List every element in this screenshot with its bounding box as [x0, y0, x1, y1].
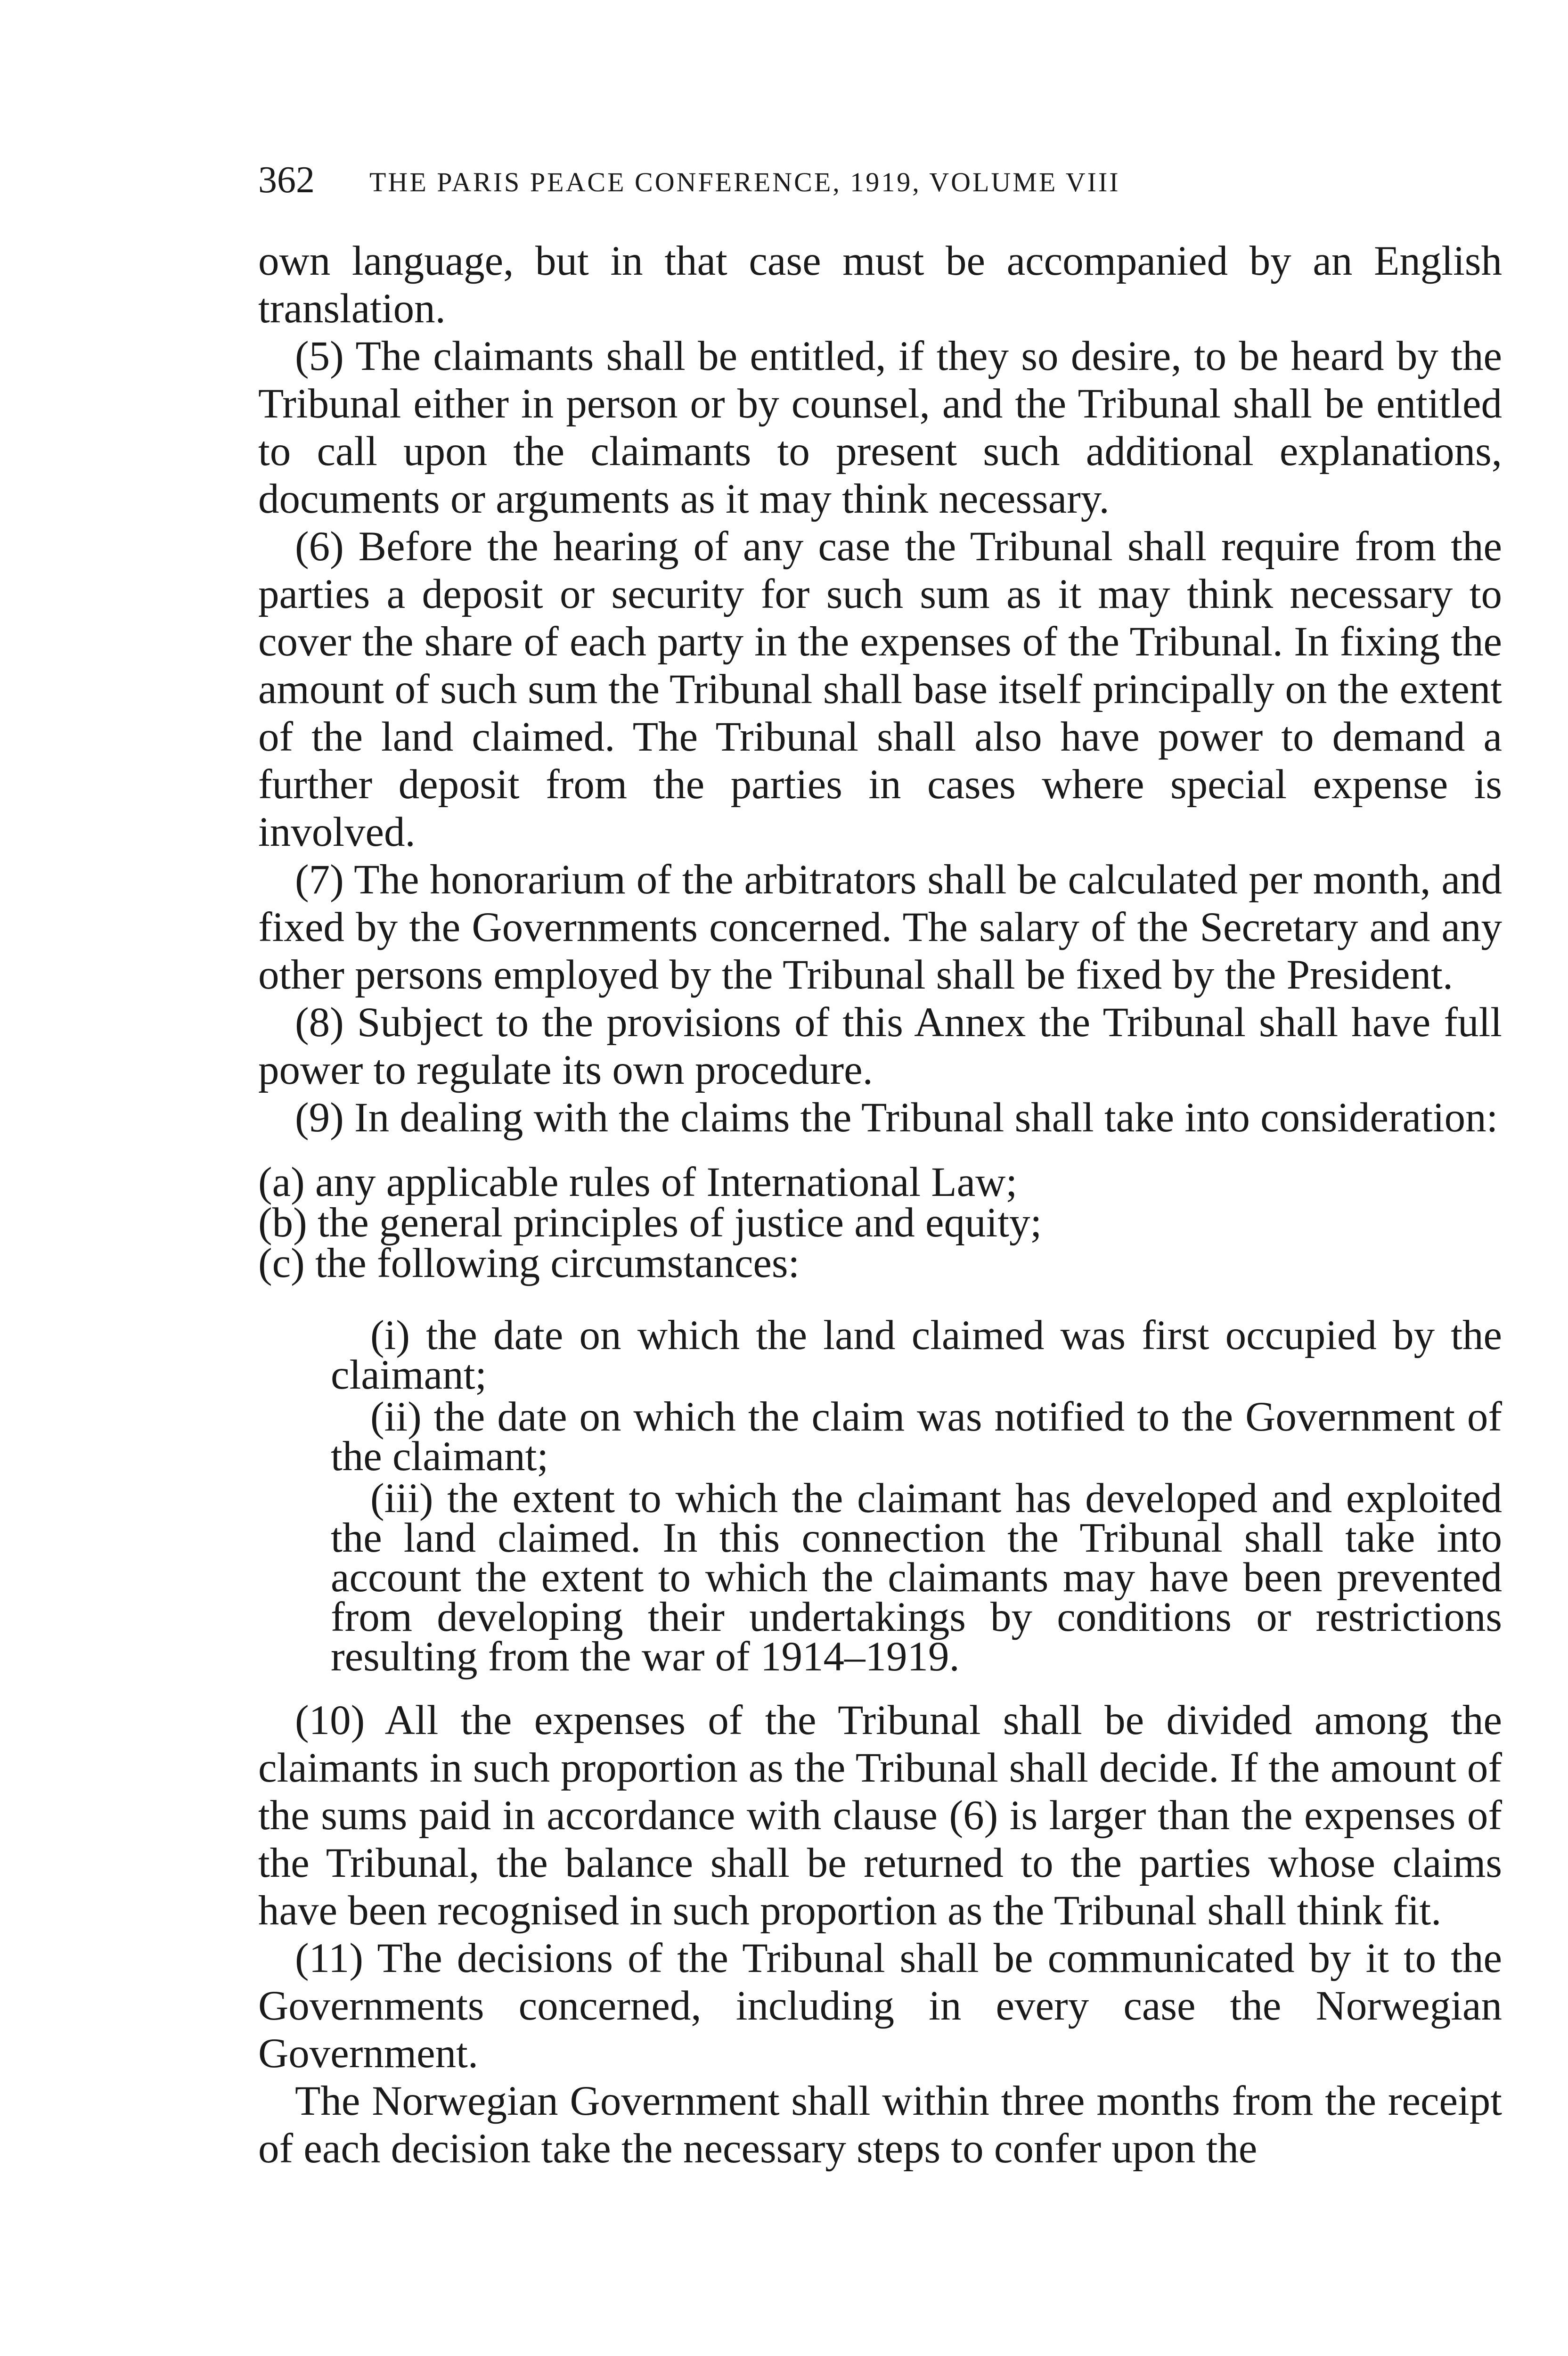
paragraph-final: The Norwegian Government shall within three months from the receipt of each decision take the necessary steps to confer upon the [258, 2078, 1502, 2172]
circumstance-item [331, 1475, 1502, 1680]
paragraph-10: (10) All the expenses of the Tribunal shall be divided among the claimants in such proportion as the Tribunal shall decide. If the amount of the sums paid in accordance with clause (6) is larger than the expenses of the Tribunal, the balance shall be returned to the parties whose claims have been recognised in such proportion as the Tribunal shall think fit. [258, 1697, 1502, 1934]
circumstances-list [331, 1312, 1503, 1680]
consideration-item [258, 1159, 1502, 1205]
considerations-list [258, 1159, 1502, 1286]
paragraph-5: (5) The claimants shall be entitled, if they so desire, to be heard by the Tribunal either in person or by counsel, and the Tribunal shall be entitled to call upon the claimants to present such additional explanations, documents or arguments as it may think necessary. [258, 333, 1502, 522]
paragraph-11: (11) The decisions of the Tribunal shall be communicated by it to the Governments concerned, including in every case the Norwegian Government. [258, 1935, 1502, 2077]
running-head: THE PARIS PEACE CONFERENCE, 1919, VOLUME VIII [369, 167, 1120, 197]
item-text: any applicable rules of International Law; [315, 1159, 1018, 1205]
item-marker: (c) [258, 1240, 305, 1286]
paragraph-9: (9) In dealing with the claims the Tribunal shall take into consideration: [295, 1095, 1498, 1141]
item-text: the general principles of justice and equity; [318, 1200, 1042, 1246]
item-text: the extent to which the claimant has developed and exploited the land claimed. In this connection the Tribunal shall take into account the extent to which the claimants may have been prevented from developing their undertakings by conditions or restrictions resulting from the war of 1914–1919. [331, 1475, 1502, 1680]
item-marker: (i) [370, 1312, 410, 1358]
item-marker: (ii) [370, 1394, 422, 1440]
item-text: the following circumstances: [315, 1240, 800, 1286]
consideration-item [258, 1240, 1502, 1286]
page-number: 362 [258, 159, 315, 201]
body-text [258, 237, 1502, 2173]
item-marker: (a) [258, 1159, 305, 1205]
paragraph-7: (7) The honorarium of the arbitrators shall be calculated per month, and fixed by the Governments concerned. The salary of the Secretary and any other persons employed by the Tribunal shall be fixed by the President. [258, 857, 1502, 998]
circumstance-item [331, 1394, 1503, 1480]
circumstance-item [331, 1312, 1503, 1398]
paragraph-continuation: own language, but in that case must be accompanied by an English translation. [258, 238, 1502, 332]
consideration-item [258, 1200, 1502, 1246]
page-header [258, 152, 1502, 208]
item-marker: (iii) [370, 1475, 433, 1522]
paragraph-6: (6) Before the hearing of any case the Tribunal shall require from the parties a deposit or security for such sum as it may think necessary to cover the share of each party in the expenses of the Tribunal. In fixing the amount of such sum the Tribunal shall base itself principally on the extent of the land claimed. The Tribunal shall also have power to demand a further deposit from the parties in cases where special expense is involved. [258, 524, 1502, 855]
item-text: the date on which the land claimed was first occupied by the claimant; [331, 1312, 1503, 1398]
item-text: the date on which the claim was notified to the Government of the claimant; [331, 1394, 1503, 1480]
paragraph-8: (8) Subject to the provisions of this Annex the Tribunal shall have full power to regulate its own procedure. [258, 999, 1502, 1093]
item-marker: (b) [258, 1200, 307, 1246]
